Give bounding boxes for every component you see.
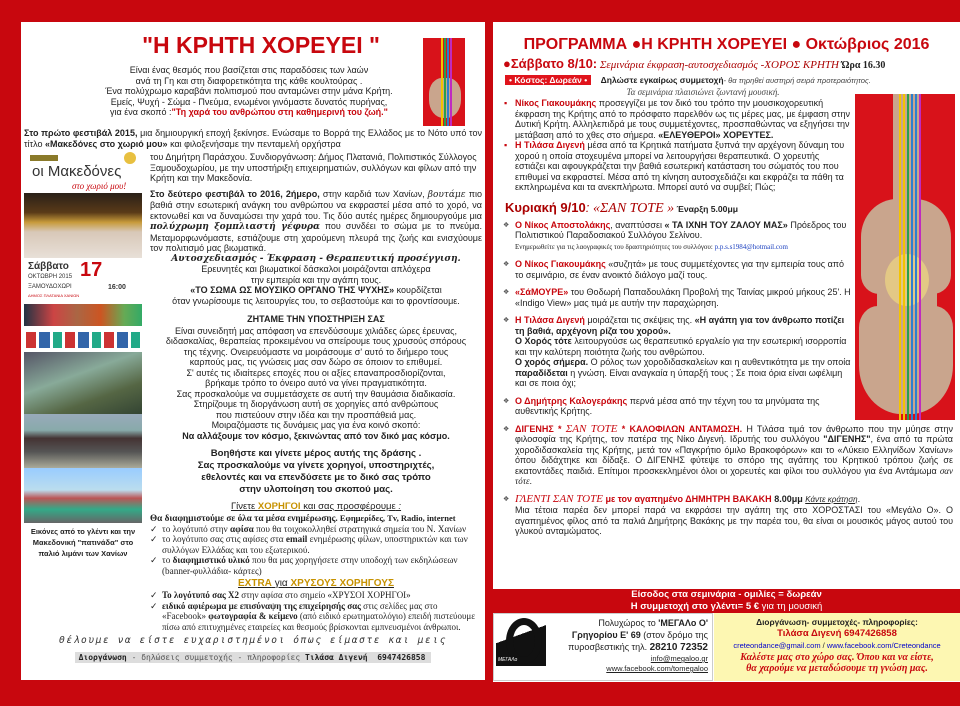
dancers-photo [24, 352, 142, 414]
sunday-date: Κυριακή 9/10 [505, 199, 586, 215]
poster-date: 17 [80, 259, 103, 281]
sponsor-logos [26, 332, 140, 348]
sunday-item [503, 315, 851, 389]
line: που πιστεύουν στην ιδέα και την προσπάθειά μας. [215, 409, 417, 420]
text: , ένα από τα πρώτα χοροδιδασκαλεία της Κρήτης, μετά τον «Παγκρήτιο όμιλο Βρακοφόρων» και το «Λύκειο Ελληνίδων Χανίων» όπου διδάχτηκε και δίδαξε. Ο ΔΙΓΕΝΗΣ φύτεψε το σπόρο της αγάπης του Κρητικού τρόπου ζωής σε εκατοντάδες παιδιά. Επίτιμοι προσκεκλημένοι όλοι οι χορευτές και φίλοι του συλλόγου για ένα Αντάμωμα [515, 434, 953, 476]
text: «συζητά» με τους συμμετέχοντες για την εμπειρία τους από το σεμινάριο, σε έναν ανοικτό διάλογο μαζί τους. [515, 259, 845, 280]
emblem-icon [124, 152, 136, 164]
text: Διοργάνωση [78, 653, 127, 662]
invite-line: θα χαρούμε να μεταδώσουμε τη γνώση μας. [746, 663, 928, 674]
text: Το λογότυπό σας Χ2 [162, 590, 240, 600]
text: Μια τέτοια παρέα δεν μπορεί παρά να εκφράσει την αγάπη της στο ΧΟΡΟΣΤΑΣΙ του «Μεγάλο Ο». Ο αγαπημένος φίλος από τα παλιά Δημήτρης Βακάκης με την παρέα του, θα είναι οι μουσικός μάγος αυτού του γλυκού ανταμώματος. [515, 505, 953, 536]
sunday-item [503, 494, 953, 537]
text: Ο χορός σήμερα. [515, 357, 589, 367]
text: ΧΡΥΣΟΥΣ ΧΟΡΗΓΟΥΣ [290, 578, 394, 589]
text: για [271, 578, 291, 589]
right-content [503, 56, 955, 544]
line: στην υλοποίηση του σκοπού μας. [239, 484, 393, 495]
text: Ο Χορός τότε [515, 336, 572, 346]
motto: Αυτοσχεδιασμός - Έκφραση - Θεραπευτική προσέγγιση. [171, 253, 461, 264]
festival-2015-label: Στο πρώτο φεστιβάλ 2015, [24, 128, 138, 138]
text: Η Τιλάσα τιμά τον άνθρωπο που την μύησε στην φιλοσοφία της Κρήτης, τον πατέρα της Νίκο Διγενή. Ιδρυτής του συλλόγου [515, 423, 953, 444]
sunday-item [503, 220, 851, 253]
line: της τέχνης. Ονειρευόμαστε να μοιράσουμε σ' αυτό το διήμερο τους [183, 346, 449, 357]
text: λειτουργούσε ως θεραπευτικό εργαλείο για την εσωτερική ισορροπία και την καλύτερη ποιότητα ζωής του ανθρώπου. [515, 336, 847, 357]
music-note: Τα σεμινάρια πλαισιώνει ζωντανή μουσική. [626, 87, 780, 97]
venue-address [568, 629, 708, 641]
cost-badge: • Κόστος: Δωρεάν • [505, 75, 591, 85]
logo-text: ΜΕΓΑΛο [498, 657, 518, 663]
line: Μοιραζόμαστε τις δυνάμεις μας για ένα κοινό σκοπό: [211, 420, 421, 430]
intro-prefix: για ένα σκοπό : [110, 107, 172, 117]
sunday-time: Έναρξη 5.00μμ [674, 203, 738, 214]
sponsor-offers [150, 513, 482, 576]
poster-month: ΟΚΤΩΒΡΗ 2015 [28, 274, 73, 280]
text: στην καρδιά των Χανίων, [319, 188, 428, 199]
text: . [529, 476, 533, 486]
film-title: «ΣάΜΟΥΡΕ» [515, 287, 569, 297]
sponsor-intro [150, 513, 482, 524]
extra-heading [150, 578, 482, 590]
venue-phone[interactable]: 28210 72352 [649, 642, 708, 653]
text: * ΚΑΛΟΦΙΛΩΝ ΑΝΤΑΜΩΣΗ. [617, 423, 743, 434]
text: EXTRA [238, 578, 272, 589]
festival-2015-cont: του Δημήτρη Παράσχου. Συνδιοργάνωση: Δήμος Πλατανιά, Πολιτιστικός Σύλλογος Ξαμουδοχωρίου, με την υποστήριξη επιχειρηματιών, συλλόγων και φίλων από την Κρήτη και την Μακεδονία. [150, 152, 477, 183]
organizer-phone[interactable]: 6947426858 [377, 653, 426, 662]
venue-name: 'ΜΕΓΑΛο Ο' [658, 618, 708, 628]
sponsor-item [150, 534, 482, 555]
saturday-title: Σεμινάρια έκφραση-αυτοσχεδιασμός -ΧΟΡΟΣ ΚΡΗΤΗ [597, 59, 839, 71]
violin-image [423, 38, 465, 126]
sunday-item [503, 287, 851, 308]
line: Είναι συνειδητή μας απόφαση να επενδύσουμε χιλιάδες ώρες έρευνας, [175, 325, 457, 336]
poster-place-sub: ΔΗΜΟΣ ΠΛΑΤΑΝΙΑ ΧΑΝΙΩΝ [28, 293, 80, 298]
club-name: "ΔΙΓΕΝΗΣ" [823, 434, 871, 444]
organizer-name: Τιλάσα Διγενή [304, 653, 368, 662]
organizer-facebook[interactable]: www.facebook.com/Creteondance [826, 641, 941, 650]
club-email-link[interactable]: p.p.s.s1984@hotmail.com [714, 242, 788, 251]
text: , αναπτύσσει [610, 219, 665, 230]
text: βουτάμε [427, 189, 466, 200]
text: / [820, 641, 827, 650]
bridge-text: πολύχρωμη ξομπλιαστή γέφυρα [150, 222, 320, 232]
text: η γνώση. Είναι αναγκαία η ύπαρξή τους ; Σε ποια όρια είναι ωφέλιμη και σε ποια όχι; [515, 367, 843, 388]
line: εθελοντές και να επενδύσετε με το δικό σας τρόπο [201, 472, 431, 483]
text: μέσα από τα Κρητικά πατήματα ξυπνά την αρχέγονη δύναμη του χορού η οποία στοχευμένα μπορεί να λειτουργήσει θεραπευτικά. Ο χορευτής εστιάζει και αφουγκράζεται την βαθιά εσωτερική κατάσταση του σώματός του που επιθυμεί να εκφραστεί. Μέσα από τη κίνηση αυτοσχεδιάζει και εκφράζει τα πάθη τα εκπληρωμένα και τα ανεκπλήρωτα. Μπορεί αυτό να συμβεί; Πώς; [515, 140, 845, 192]
venue-phone-line [568, 641, 708, 654]
line: Στηρίζουμε τη διοργάνωση αυτή σε χορηγίες από ανθρώπους [193, 399, 439, 409]
talk-title: « ΤΑ ΙΧΝΗ ΤΟΥ ΖΑΛΟΥ ΜΑΣ» [664, 219, 788, 230]
text: μοιράζεται τις σκέψεις της. [584, 315, 695, 325]
harbor-photo [24, 468, 142, 523]
line: Ερευνητές και βιωματικοί δάσκαλοι μοιράζονται απλόχερα [201, 264, 431, 274]
text: - δηλώσεις συμμετοχής - πληροφορίες [126, 653, 305, 662]
text: Θα διαφημιστούμε σε όλα τα μέσα ενημέρωσης. [150, 513, 338, 523]
text: φωτογραφία & κείμενο [208, 611, 298, 621]
text: παραδίδεται [515, 367, 568, 378]
poster-day: Σάββατο [28, 261, 69, 272]
sunday-list-wide [503, 424, 953, 537]
musicians-photo [24, 414, 142, 468]
venue-name-line [568, 617, 708, 629]
intro-line: Είναι ένας θεσμός που βασίζεται στις παραδόσεις των λαών [129, 65, 369, 75]
saturday-line [503, 56, 955, 74]
event-title: ΓΛΕΝΤΙ ΣΑΝ ΤΟΤΕ [515, 492, 603, 505]
page-title: "Η ΚΡΗΤΗ ΧΟΡΕΥΕΙ " [142, 32, 380, 58]
cost-line [505, 74, 955, 87]
invite-line: Καλέστε μας στο χώρο σας. Όπου και να είστε, [740, 652, 934, 663]
sponsors-word: ΧΟΡΗΓΟΙ [257, 501, 301, 512]
text: και σας προσφέρουμε [300, 501, 396, 512]
text: Γίνετε [230, 501, 258, 512]
line: καρπούς μας, τις γνώσεις μας σαν δώρο σε όποιον το επιθυμεί. [189, 357, 443, 367]
organizer-links [714, 640, 960, 652]
macedonians-poster [24, 152, 142, 349]
entry-banner [493, 589, 960, 613]
intro-line [81, 107, 417, 118]
venue-info [568, 617, 708, 674]
support-heading: ΖΗΤΑΜΕ ΤΗΝ ΥΠΟΣΤΗΡΙΞΗ ΣΑΣ [247, 314, 385, 324]
poster-time: 16:00 [108, 284, 126, 291]
text: στην αφίσα στο σημείο «ΧΡΥΣΟΙ ΧΟΡΗΓΟΙ» [239, 590, 411, 600]
text: σαν τότε [515, 465, 953, 486]
text: email [285, 534, 308, 544]
text: για τη μουσική [759, 600, 823, 612]
logo-icon [30, 155, 58, 161]
text: Πρόεδρος του Πολιτιστικού Παραδοσιακού Συλλόγου Σελίνου. [515, 219, 847, 240]
text: το [162, 555, 173, 565]
extra-item [150, 601, 482, 633]
sunday-list [503, 220, 851, 417]
text: το λογότυπό στην [162, 523, 230, 534]
line: Σας προσκαλούμε να συμμετάσχετε σε αυτή την θαυμάσια διαδικασία. [176, 388, 456, 399]
text: διαφημιστικό υλικό [172, 555, 250, 565]
text: ΣΑΝ ΤΟΤΕ [565, 422, 618, 435]
sunday-line [505, 199, 851, 218]
text: που θα τοιχοκολληθεί στρατηγικά σημεία του Ν. Χανίων [253, 523, 467, 534]
text: (από ειδικό ερωτηματολόγιο) επειδή πιστεύουμε πίσω από επιτυχημένες εταιρείες και θεσμούς βρίσκονται εμπνευσμένοι άνθρωποι. [162, 611, 476, 632]
photo-column [24, 152, 144, 566]
support-bold: Να αλλάξουμε τον κόσμο, ξεκινώντας από τον δικό μας κόσμο. [182, 430, 450, 441]
organizer-box [714, 613, 960, 681]
festival-2016-centered [150, 254, 482, 307]
poster-subtitle: στο χωριό μου! [72, 181, 127, 191]
macedonians-title: «Μακεδόνες στο χωριό μου» [44, 138, 168, 149]
musicians-strip [24, 304, 142, 326]
speaker-name: Ο Νίκος Γιακουμάκης [515, 259, 606, 269]
text: . [857, 493, 861, 504]
saturday-date: ●Σάββατο 8/10: [503, 56, 598, 71]
festival-2016 [150, 189, 482, 254]
text: πιο βαθιά στην εσωτερική ανάγκη του ανθρώπου να εκφραστεί μέσα από το χορό, να εκτονωθεί και να δυναμώσει την χαρά του. Τις δύο αυτές ημέρες δημιουργούμε μια [150, 188, 482, 221]
text: Ενημερωθείτε για τις λαογραφικές του δραστηριότητες του συλλόγου: [515, 242, 715, 251]
help-section [150, 448, 482, 496]
text: : [585, 199, 593, 215]
text: Γρηγορίου Ε' 69 [571, 630, 641, 640]
line: Σ' αυτές τις ιδιαίτερες εποχές που οι αξίες επαναπροσδιορίζονται, [186, 367, 446, 378]
megalo-o-logo [496, 616, 546, 666]
right-panel [493, 22, 960, 682]
media-list: Εφημερίδες, Tv, Radio, internet [337, 513, 456, 523]
text: μια δημιουργική εποχή ξεκίνησε. Ενώσαμε το Βορρά της Ελλάδος με το Νότο υπό τον τίτλο [24, 128, 482, 149]
text: το λογότυπο σας στις αφίσες στα [162, 534, 286, 544]
poster-title: οι Μακεδόνες [32, 163, 122, 180]
text: και φιλοξενήσαμε την πενταμελή ορχήστρα [167, 138, 341, 149]
festival-2015-lead [24, 128, 482, 149]
extra-offers [150, 590, 482, 632]
support-section [150, 314, 482, 441]
program-header: ΠΡΟΓΡΑΜΜΑ ●Η ΚΡΗΤΗ ΧΟΡΕΥΕΙ ● Οκτώβριος 2016 [523, 36, 930, 53]
reservation-link[interactable]: Κάντε κράτηση [805, 494, 858, 504]
entry-free: Είσοδος στα σεμινάρια - ομιλίες = δωρεάν [631, 589, 822, 600]
photo-caption: Εικόνες από το γλέντι και την Μακεδονική "πατινάδα" στο παλιό λιμάνι των Χανίων [24, 524, 142, 566]
sponsor-list [150, 524, 482, 577]
text: περνά μέσα από την τέχνη του τα μηνύματα της αυθεντικής Κρήτης. [515, 395, 820, 416]
speaker-name: Ο Νίκος Αποστολάκης [515, 219, 611, 230]
text: ειδικό αφιέρωμα με επισύναψη της επιχείρησής σας [162, 600, 361, 611]
sponsor-item [150, 555, 482, 576]
organizer-email[interactable]: creteondance@gmail.com [733, 641, 821, 650]
narrow-column [503, 98, 851, 417]
saturday-item [503, 140, 851, 193]
performer: με τον αγαπημένο ΔΗΜΗΤΡΗ ΒΑΚΑΚΗ [602, 493, 772, 504]
speaker-name: Η Τιλάσα Διγενή [515, 140, 585, 150]
intro-line: Εμείς, Ψυχή - Σώμα - Πνεύμα, ενωμένοι γινόμαστε δυνατός πυρήνας, [110, 96, 388, 107]
sunday-item [503, 424, 953, 487]
text: κουρδίζεται [394, 285, 442, 295]
sponsor-heading [150, 501, 482, 513]
line [150, 285, 482, 296]
text: πυροσβεστικής τηλ. [568, 642, 650, 652]
organizer-heading: Διοργάνωση- συμμετοχές- πληροφορίες: [756, 617, 918, 627]
register-text: Δηλώστε εγκαίρως συμμετοχή [600, 75, 724, 85]
venue-email[interactable]: info@megaloo.gr [650, 654, 708, 663]
saturday-list [503, 98, 851, 193]
saturday-item [503, 98, 851, 140]
line: Σας προσκαλούμε να γίνετε χορηγοί, υποστηριχτές, [197, 460, 435, 471]
extra-list [150, 590, 482, 632]
text: (στον δρόμο της [640, 630, 708, 640]
extra-item [150, 590, 482, 601]
left-columns [24, 152, 482, 632]
text: Ο ρόλος των χοροδιδασκαλείων και η αυθεντικότητα με την οποία [588, 357, 851, 367]
text: αφίσα [229, 523, 254, 534]
text: : [395, 501, 402, 512]
organizer-contact[interactable]: Τιλάσα Διγενή 6947426858 [777, 628, 897, 639]
woman-photo [24, 193, 142, 258]
organizer-footer [75, 652, 432, 663]
text: προσεγγίζει με τον δικό του τρόπο την μουσικοχορευτική έκφραση της Κρήτης από το πρόσφατο παρελθόν ως τις μέρες μας, με έμφαση στην Δυτική Κρήτη. Αλληλεπιδρά με τους συμμετέχοντες, προσπαθώντας να εξηγήσει την μετάβαση από το χθες στο σήμερα. [515, 98, 850, 140]
register-note: - θα τηρηθεί αυστηρή σειρά προτεραιότητος. [723, 76, 871, 85]
intro-quote: "Τη χαρά του ανθρώπου στη καθημερινή του ζωή." [171, 107, 388, 117]
event-title: ΔΙΓΕΝΗΣ * [515, 423, 566, 434]
poster-place: ΞΑΜΟΥΔΟΧΩΡΙ [28, 284, 72, 290]
text: στις σελίδες μας στο «Facebook» [162, 600, 438, 621]
line: Βοηθήστε και γίνετε μέρος αυτής της δράσης . [210, 448, 422, 459]
line: όταν γνωρίσουμε τις λειτουργίες του, το σεβαστούμε και το φροντίσουμε. [172, 295, 460, 306]
text: ενημέρωσης φίλων, υποστηρικτών και των συλλόγων Ελλάδας και του εξωτερικού. [162, 534, 468, 555]
text: του Θοδωρή Παπαδουλάκη Προβολή της Ταινίας μικρού μήκους 25'. Η «Indigo View» μας τιμά με αυτήν την παραχώρηση. [515, 287, 851, 308]
text: «Η αγάπη για τον άνθρωπο ποτίζει τη βαθιά, αρχέγονη ρίζα του χορού». [515, 315, 845, 336]
sunday-title: «ΣΑΝ ΤΟΤΕ » [592, 200, 675, 216]
entry-fee [493, 601, 960, 613]
venue-box [493, 613, 713, 681]
line: διδασκαλίας, θεραπείας προκειμένου να σπείρουμε τους χρυσούς σπόρους [165, 336, 467, 346]
body-quote: «ΤΟ ΣΩΜΑ ΩΣ ΜΟΥΣΙΚΟ ΟΡΓΑΝΟ ΤΗΣ ΨΥΧΗΣ» [190, 285, 395, 295]
line: την εμπειρία και την αγάπη τους. [250, 274, 382, 285]
intro-line: ανά τη Γη και στη διαφορετικότητα της κάθε κουλτούρας . [135, 75, 363, 86]
line: βρήκαμε τρόπο το όνειρο αυτό να γίνει πραγματικότητα. [205, 378, 427, 388]
speaker-name: Ο Δημήτρης Καλογεράκης [515, 395, 628, 406]
saturday-time: Ώρα 16.30 [838, 60, 886, 71]
left-text-column [150, 152, 482, 632]
text: Η συμμετοχή στο γλέντι= 5 € [630, 600, 760, 612]
thanks-line: Θέλουμε να είστε ευχαριστημένοι όπως είμαστε και μεις [59, 635, 447, 646]
sunday-item [503, 259, 851, 280]
text: Πολυχώρος το [598, 618, 659, 628]
left-panel [21, 22, 485, 680]
text: που συνδέει το σώμα με το πνεύμα. Μεταμορφωνόμαστε, εστιάζουμε στη χαρούμενη πλευρά της ζωής και ενισχύουμε τον πολιτισμό μας βιωματικά. [150, 221, 482, 253]
organizer-footer-row [24, 647, 482, 665]
speaker-name: Η Τιλάσα Διγενή [515, 315, 585, 325]
sunday-item [503, 396, 851, 417]
speaker-name: Νίκος Γιακουμάκης [515, 98, 597, 108]
text: που θα μας χορηγήσετε στην υποδοχή των εκδηλώσεων (banner-φυλλάδια- κάρτες) [162, 555, 458, 576]
event-time: 8.00μμ [771, 493, 806, 504]
left-content [24, 128, 482, 665]
sponsor-item [150, 524, 482, 535]
festival-2016-label: Στο δεύτερο φεστιβάλ το 2016, 2ήμερο, [150, 188, 320, 199]
intro [81, 65, 417, 118]
intro-line: Ένα πολύχρωμο καραβάνι πολιτισμού που ανταμώνει στην μάνα Κρήτη. [105, 86, 393, 96]
text: «ΕΛΕΥΘΕΡΟΙ» ΧΟΡΕΥΤΕΣ. [658, 129, 774, 140]
venue-facebook[interactable]: www.facebook.com/tomegaloo [606, 664, 708, 673]
